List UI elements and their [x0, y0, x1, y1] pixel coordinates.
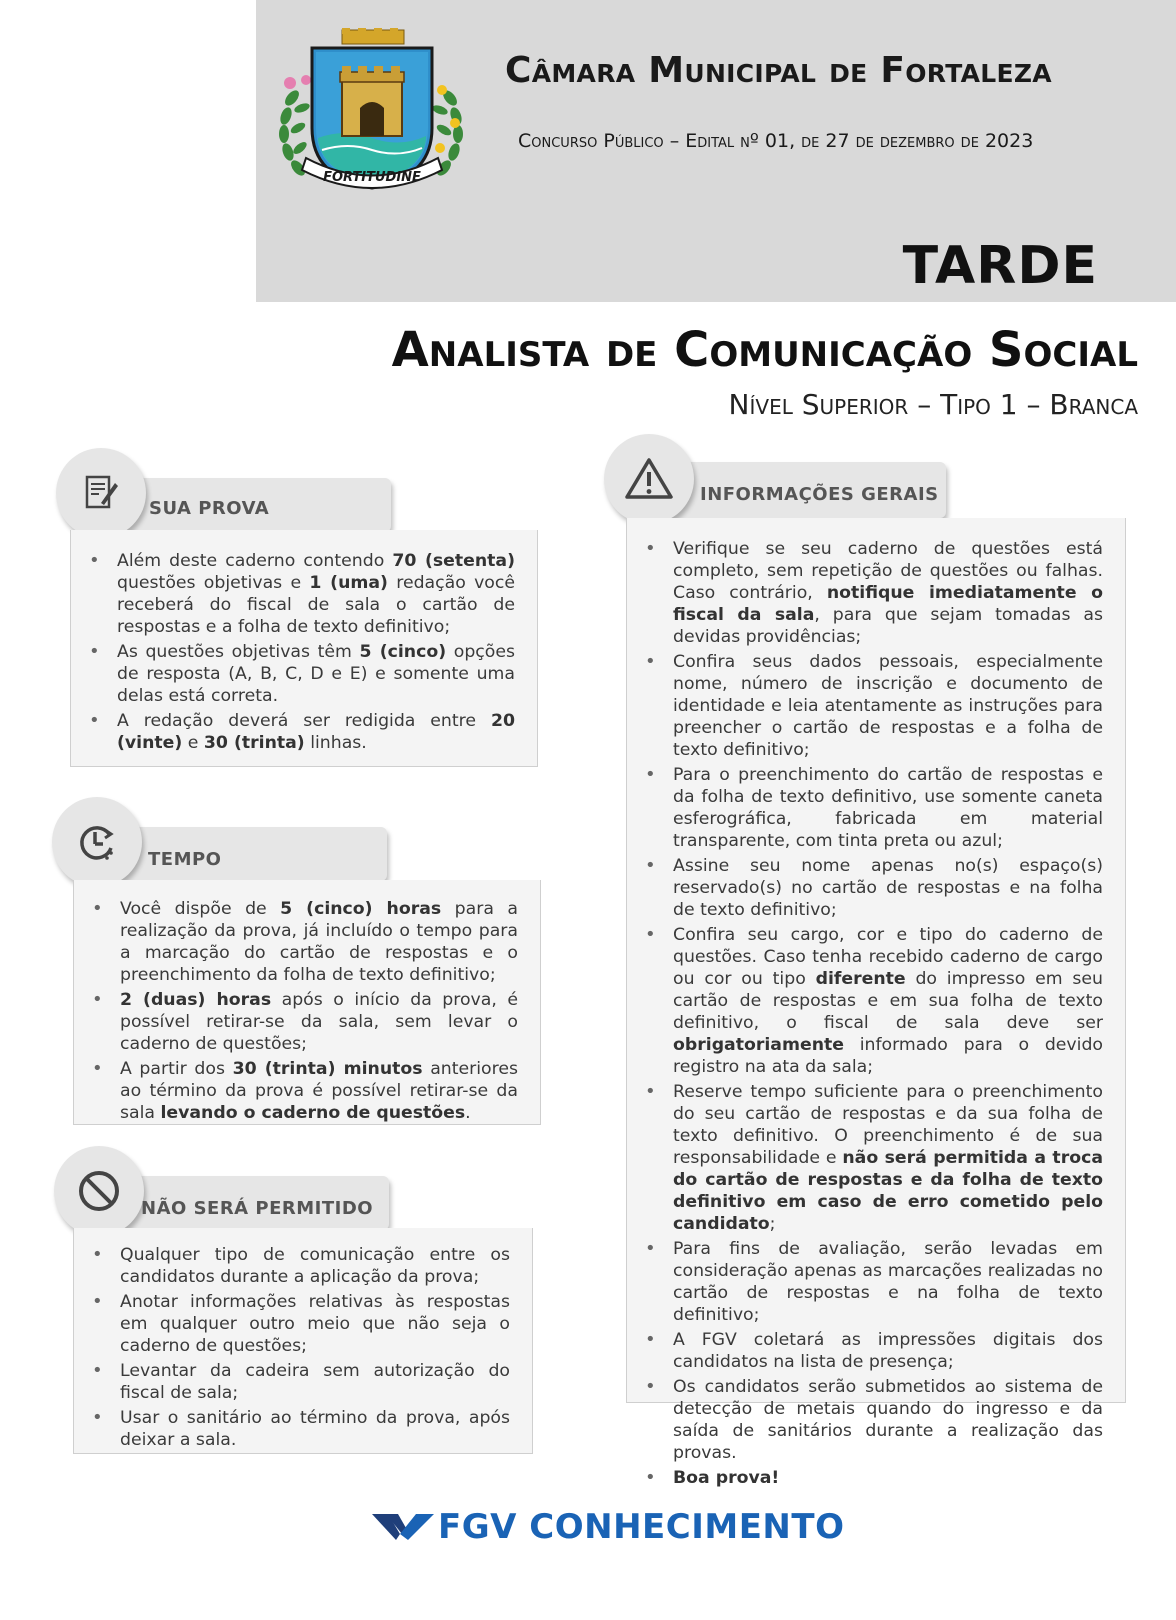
- list-item: [635, 538, 1103, 648]
- list-item-emphasis: 30 (trinta): [203, 733, 305, 753]
- list-item-text: Para fins de avaliação, serão levadas em consideração apenas as marcações realizadas no cartão de respostas e na folha de texto definitivo;: [673, 1239, 1103, 1325]
- list-item: [82, 1058, 518, 1124]
- sua-prova-box: [70, 530, 538, 767]
- crest-motto: FORTITUDINE: [323, 170, 421, 185]
- tempo-title: TEMPO: [148, 849, 222, 870]
- fgv-logo-text: FGV CONHECIMENTO: [438, 1507, 845, 1547]
- list-item-emphasis: 70 (setenta): [392, 551, 515, 571]
- list-item-text: Usar o sanitário ao término da prova, após deixar a sala.: [120, 1408, 510, 1450]
- list-item-text: e: [182, 733, 204, 753]
- list-item-text: A redação deverá ser redigida entre: [117, 711, 491, 731]
- list-item-text: Verifique se seu caderno de questões está completo, sem repetição de questões ou falhas. Caso contrário,: [673, 539, 1103, 603]
- list-item-text: questões objetivas e: [117, 573, 310, 593]
- list-item-emphasis: 5 (cinco) horas: [280, 899, 442, 919]
- list-item: [635, 855, 1103, 921]
- list-item: [635, 1467, 1103, 1489]
- list-item-text: .: [465, 1103, 471, 1123]
- list-item-emphasis: 1 (uma): [309, 573, 388, 593]
- list-item-text: Para o preenchimento do cartão de respostas e da folha de texto definitivo, use somente caneta esferográfica, fabricada em material transparente, com tinta preta ou azul;: [673, 765, 1103, 851]
- list-item-text: Além deste caderno contendo: [117, 551, 393, 571]
- list-item-text: A partir dos: [120, 1059, 233, 1079]
- list-item-text: Reserve tempo suficiente para o preenchimento do seu cartão de respostas e da sua folha de texto definitivo. O preenchimento é de sua responsabilidade e: [673, 1082, 1103, 1168]
- list-item-emphasis: 2 (duas) horas: [120, 990, 272, 1010]
- list-item: [635, 764, 1103, 852]
- list-item-text: Qualquer tipo de comunicação entre os candidatos durante a aplicação da prova;: [120, 1245, 510, 1287]
- list-item-emphasis: levando o caderno de questões: [160, 1103, 466, 1123]
- warning-icon: [604, 434, 694, 524]
- list-item: [82, 1244, 510, 1288]
- list-item-text: para a realização da prova, já incluído o tempo para a marcação do cartão de respostas e o preenchimento da folha de texto definitivo;: [120, 899, 518, 985]
- tempo-box: [73, 880, 541, 1125]
- list-item-text: opções de resposta (A, B, C, D e E) e somente uma delas está correta.: [117, 642, 515, 706]
- list-item-emphasis: 20 (vinte): [117, 711, 515, 753]
- list-item-text: A FGV coletará as impressões digitais dos candidatos na lista de presença;: [673, 1330, 1103, 1372]
- list-item-emphasis: não será permitida a troca do cartão de respostas e da folha de texto definitivo em caso de erro cometido pelo candidato: [673, 1148, 1103, 1234]
- cargo-title: Analista de Comunicação Social: [391, 322, 1138, 378]
- turno-label: TARDE: [902, 236, 1098, 296]
- list-item: [635, 1376, 1103, 1464]
- list-item: [82, 1360, 510, 1404]
- nivel-line: Nível Superior – Tipo 1 – Branca: [728, 388, 1138, 421]
- list-item-text: anteriores ao término da prova é possível retirar-se da sala: [120, 1059, 518, 1123]
- list-item: [82, 1407, 510, 1451]
- list-item: [635, 651, 1103, 761]
- edital-line: Concurso Público – Edital nº 01, de 27 de dezembro de 2023: [518, 130, 1034, 152]
- list-item-emphasis: 30 (trinta) minutos: [232, 1059, 423, 1079]
- city-crest-icon: [270, 28, 475, 198]
- list-item-text: As questões objetivas têm: [117, 642, 360, 662]
- list-item-text: ;: [769, 1214, 776, 1234]
- list-item-text: informado para o devido registro na ata da sala;: [673, 1035, 1103, 1077]
- list-item-text: Assine seu nome apenas no(s) espaço(s) reservado(s) no cartão de respostas e na folha de texto definitivo;: [673, 856, 1103, 920]
- list-item-text: após o início da prova, é possível retirar-se da sala, sem levar o caderno de questões;: [120, 990, 518, 1054]
- list-item-emphasis: 5 (cinco): [359, 642, 447, 662]
- list-item: [79, 641, 515, 707]
- info-gerais-box: [626, 518, 1126, 1488]
- sua-prova-title: SUA PROVA: [149, 498, 270, 519]
- list-item-text: Anotar informações relativas às respostas em qualquer outro meio que não seja o caderno de questões;: [120, 1292, 510, 1356]
- list-item-emphasis: obrigatoriamente: [673, 1035, 844, 1055]
- fgv-logo-mark-icon: [372, 1512, 434, 1542]
- list-item-text: Confira seus dados pessoais, especialmente nome, número de inscrição e documento de identidade e leia atentamente as instruções para preencher o cartão de respostas e a folha de texto definitivo;: [673, 652, 1103, 760]
- nao-permitido-title: NÃO SERÁ PERMITIDO: [141, 1198, 374, 1219]
- prohibited-icon: [54, 1146, 144, 1236]
- exam-sheet-icon: [56, 448, 146, 538]
- clock-icon: [52, 797, 142, 887]
- list-item: [635, 1081, 1103, 1235]
- org-title: Câmara Municipal de Fortaleza: [505, 50, 1052, 91]
- list-item: [79, 550, 515, 638]
- list-item: [82, 898, 518, 986]
- list-item: [82, 1291, 510, 1357]
- list-item: [635, 1238, 1103, 1326]
- list-item-emphasis: notifique imediatamente o fiscal da sala: [673, 583, 1103, 625]
- info-gerais-title: INFORMAÇÕES GERAIS: [700, 484, 939, 505]
- list-item-text: redação você receberá do fiscal de sala o cartão de respostas e a folha de texto definitivo;: [117, 573, 516, 637]
- list-item-text: Levantar da cadeira sem autorização do fiscal de sala;: [120, 1361, 510, 1403]
- list-item-text: Você dispõe de: [120, 899, 281, 919]
- list-item: [635, 1329, 1103, 1373]
- list-item: [79, 710, 515, 754]
- list-item-text: Os candidatos serão submetidos ao sistema de detecção de metais quando do ingresso e da saída de sanitários durante a realização das provas.: [673, 1377, 1103, 1463]
- list-item-emphasis: Boa prova!: [673, 1468, 780, 1488]
- list-item-text: , para que sejam tomadas as devidas providências;: [673, 605, 1103, 647]
- list-item-text: do impresso em seu cartão de respostas e em sua folha de texto definitivo, o fiscal de sala deve ser: [673, 969, 1103, 1033]
- nao-permitido-box: [73, 1228, 533, 1454]
- list-item-text: linhas.: [304, 733, 367, 753]
- fgv-logo: [372, 1507, 845, 1547]
- list-item-text: Confira seu cargo, cor e tipo do caderno de questões. Caso tenha recebido caderno de cargo ou cor ou tipo: [673, 925, 1103, 989]
- list-item-emphasis: diferente: [815, 969, 906, 989]
- list-item: [82, 989, 518, 1055]
- list-item: [635, 924, 1103, 1078]
